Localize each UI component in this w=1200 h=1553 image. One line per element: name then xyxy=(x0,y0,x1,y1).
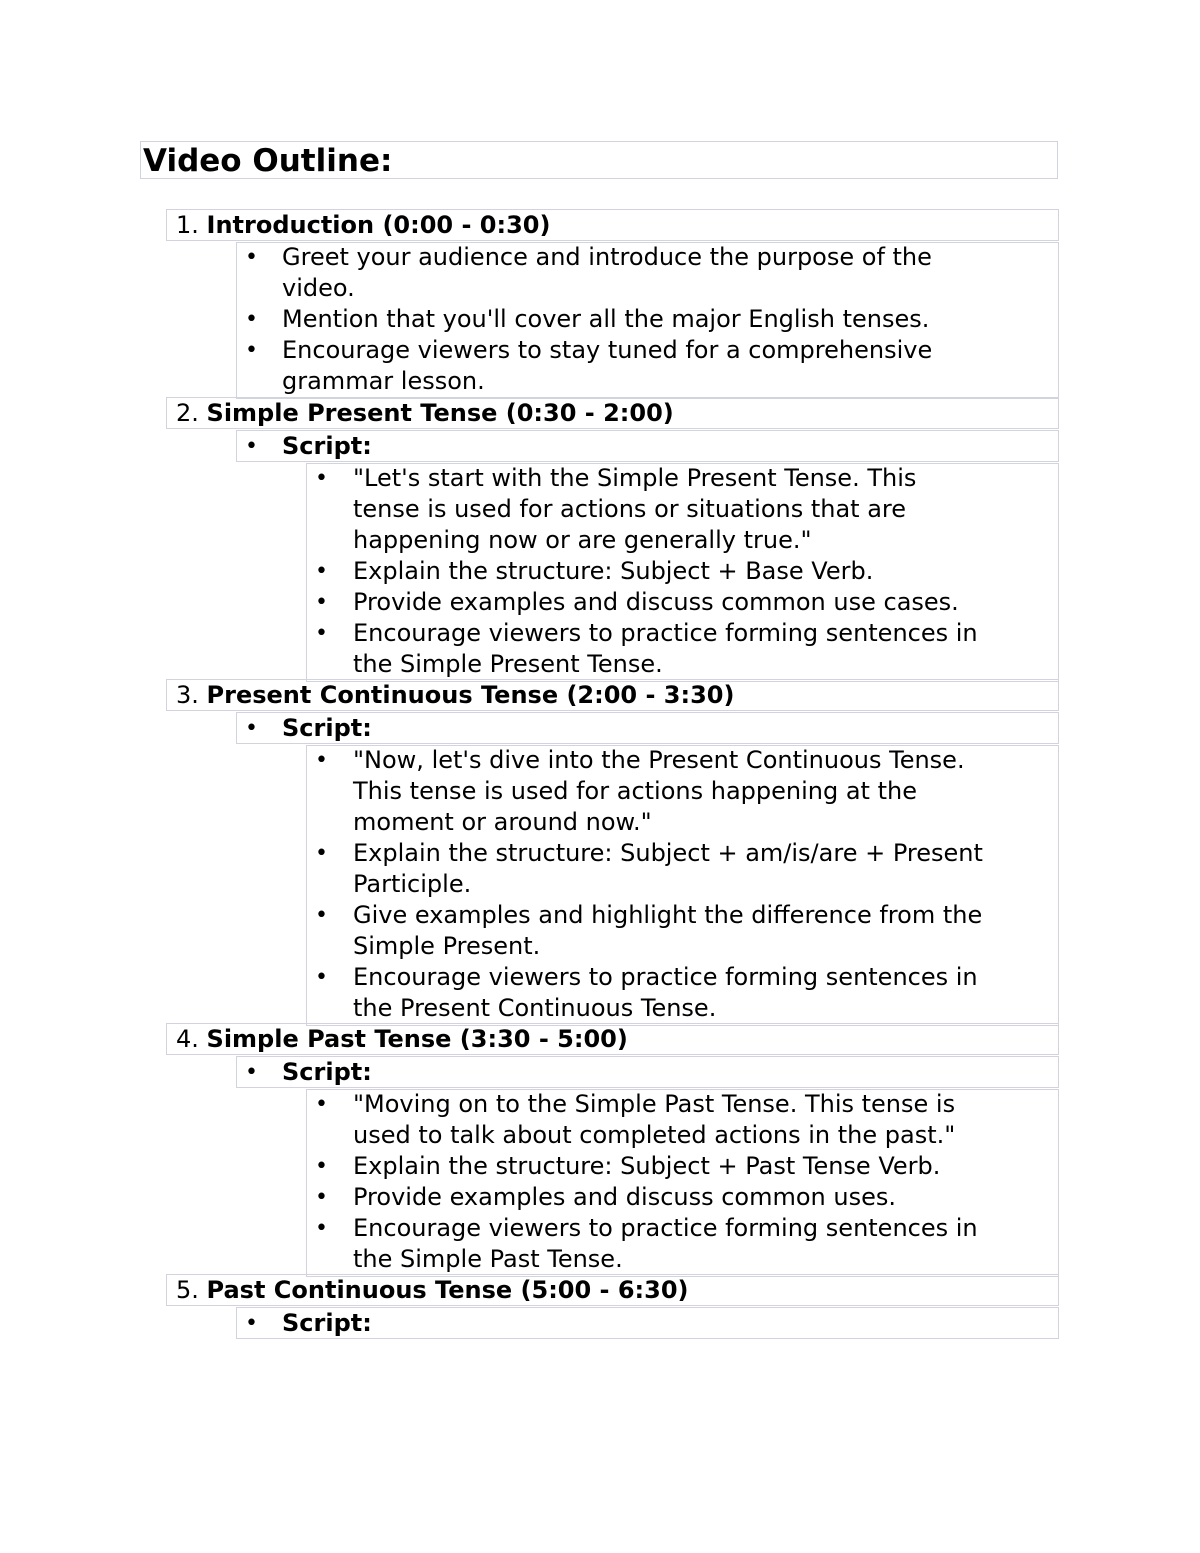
bullet-text: Simple Present. xyxy=(353,932,541,960)
section-title: Past Continuous Tense (5:00 - 6:30) xyxy=(206,1276,689,1304)
bullet-text: This tense is used for actions happening at the xyxy=(353,777,917,805)
bullet-dot: • xyxy=(245,338,258,363)
script-label: Script: xyxy=(282,1309,372,1337)
section-title: Simple Present Tense (0:30 - 2:00) xyxy=(206,399,674,427)
bullet-text: Provide examples and discuss common use cases. xyxy=(353,588,959,616)
script-label: Script: xyxy=(282,714,372,742)
bullet-dot: • xyxy=(315,559,328,584)
bullet-dot: • xyxy=(245,1060,258,1085)
section-number: 2. xyxy=(176,399,207,427)
bullet-dot: • xyxy=(315,590,328,615)
bullet-dot: • xyxy=(245,1311,258,1336)
section-heading xyxy=(176,1275,689,1306)
bullet-text: used to talk about completed actions in the past." xyxy=(353,1121,956,1149)
bullet-text: Explain the structure: Subject + Past Tense Verb. xyxy=(353,1152,941,1180)
bullet-dot: • xyxy=(315,903,328,928)
bullet-text: tense is used for actions or situations that are xyxy=(353,495,907,523)
bullet-text: the Simple Past Tense. xyxy=(353,1245,623,1273)
bullet-text: grammar lesson. xyxy=(282,367,485,395)
section-number: 5. xyxy=(176,1276,207,1304)
section-heading xyxy=(176,210,550,241)
bullet-text: "Moving on to the Simple Past Tense. This tense is xyxy=(353,1090,956,1118)
bullet-dot: • xyxy=(315,1216,328,1241)
bullet-text: "Now, let's dive into the Present Continuous Tense. xyxy=(353,746,965,774)
bullet-text: Give examples and highlight the difference from the xyxy=(353,901,983,929)
section-number: 3. xyxy=(176,681,207,709)
bullet-dot: • xyxy=(315,841,328,866)
section-title: Simple Past Tense (3:30 - 5:00) xyxy=(206,1025,628,1053)
bullet-text: Explain the structure: Subject + Base Verb. xyxy=(353,557,874,585)
bullet-text: the Present Continuous Tense. xyxy=(353,994,717,1022)
bullet-dot: • xyxy=(245,434,258,459)
section-title: Introduction (0:00 - 0:30) xyxy=(206,211,551,239)
bullet-text: Encourage viewers to practice forming sentences in xyxy=(353,963,978,991)
bullet-dot: • xyxy=(315,1185,328,1210)
bullet-text: Encourage viewers to stay tuned for a comprehensive xyxy=(282,336,933,364)
bullet-text: Mention that you'll cover all the major English tenses. xyxy=(282,305,930,333)
bullet-dot: • xyxy=(245,307,258,332)
bullet-text: Explain the structure: Subject + am/is/are + Present xyxy=(353,839,983,867)
bullet-text: Encourage viewers to practice forming sentences in xyxy=(353,619,978,647)
section-number: 1. xyxy=(176,211,207,239)
bullet-dot: • xyxy=(315,466,328,491)
bullet-dot: • xyxy=(315,1092,328,1117)
section-title: Present Continuous Tense (2:00 - 3:30) xyxy=(206,681,735,709)
bullet-dot: • xyxy=(315,965,328,990)
bullet-text: Greet your audience and introduce the purpose of the xyxy=(282,243,932,271)
bullet-text: Participle. xyxy=(353,870,472,898)
bullet-dot: • xyxy=(245,245,258,270)
bullet-dot: • xyxy=(315,621,328,646)
bullet-text: video. xyxy=(282,274,355,302)
script-label: Script: xyxy=(282,432,372,460)
bullet-text: the Simple Present Tense. xyxy=(353,650,663,678)
section-number: 4. xyxy=(176,1025,207,1053)
bullet-text: moment or around now." xyxy=(353,808,652,836)
section-heading xyxy=(176,1024,628,1055)
script-label: Script: xyxy=(282,1058,372,1086)
bullet-text: Provide examples and discuss common uses. xyxy=(353,1183,897,1211)
bullet-text: happening now or are generally true." xyxy=(353,526,812,554)
document-title: Video Outline: xyxy=(140,141,1058,179)
section-heading xyxy=(176,398,674,429)
bullet-text: "Let's start with the Simple Present Tense. This xyxy=(353,464,917,492)
bullet-dot: • xyxy=(245,716,258,741)
bullet-dot: • xyxy=(315,748,328,773)
bullet-dot: • xyxy=(315,1154,328,1179)
bullet-text: Encourage viewers to practice forming sentences in xyxy=(353,1214,978,1242)
section-heading xyxy=(176,680,734,711)
